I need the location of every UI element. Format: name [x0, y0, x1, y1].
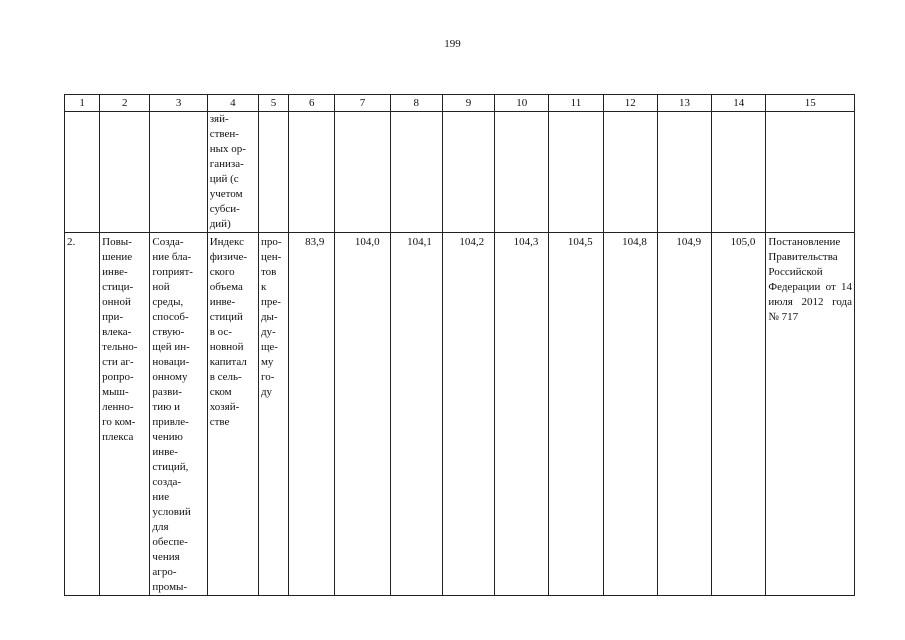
table-cell — [766, 112, 855, 233]
table-cell — [495, 112, 549, 233]
indicator-continuation-text: зяй- ствен- ных ор- ганиза- ций (с учетом субси- дий) — [209, 113, 246, 230]
row-number: 2. — [67, 236, 76, 248]
value-cell: 105,0 — [730, 236, 756, 248]
table-cell — [657, 233, 711, 596]
table-cell — [207, 233, 258, 596]
table-cell — [495, 233, 549, 596]
table-cell — [335, 112, 390, 233]
column-number-row — [65, 95, 855, 112]
table-cell — [150, 233, 207, 596]
table-cell — [712, 233, 766, 596]
table-cell — [289, 233, 335, 596]
column-number: 1 — [65, 95, 100, 112]
column-number: 9 — [442, 95, 494, 112]
column-number: 8 — [390, 95, 442, 112]
table-cell — [258, 233, 288, 596]
column-number: 6 — [289, 95, 335, 112]
column-number: 14 — [712, 95, 766, 112]
column-number: 13 — [657, 95, 711, 112]
table-cell — [549, 233, 603, 596]
column-number: 4 — [207, 95, 258, 112]
table-cell — [766, 233, 855, 596]
value-cell: 83,9 — [305, 236, 325, 248]
table-cell — [100, 233, 150, 596]
value-cell: 104,1 — [407, 236, 432, 248]
table-cell — [390, 233, 442, 596]
table-cell — [712, 112, 766, 233]
table-cell — [100, 112, 150, 233]
table-cell — [65, 233, 100, 596]
table-cell — [442, 233, 494, 596]
column-number: 2 — [100, 95, 150, 112]
column-number: 11 — [549, 95, 603, 112]
page-number: 199 — [444, 38, 461, 50]
column-number: 7 — [335, 95, 390, 112]
table-cell — [657, 112, 711, 233]
value-cell: 104,5 — [567, 236, 593, 248]
table-cell — [549, 112, 603, 233]
source-text: Постановление Правительства Российской Федерации от 14 июля 2012 года № 717 — [768, 236, 852, 323]
task-text: Созда- ние бла- гоприят- ной среды, способ- ствую- щей ин- новаци- онному разви- тию и привле- чению инве- стиций, созда- ние условий для обеспе- чения агро- промы- — [152, 236, 193, 593]
table-cell — [603, 233, 657, 596]
indicator-text: Индекс физиче- ского объема инве- стиций в ос- новной капитал в сель- ском хозяй- стве — [209, 236, 248, 428]
table-row — [65, 112, 855, 233]
column-number: 10 — [495, 95, 549, 112]
table-cell — [258, 112, 288, 233]
value-cell: 104,3 — [513, 236, 539, 248]
value-cell: 104,0 — [354, 236, 380, 248]
goal-text: Повы- шение инве- стици- онной при- влека- тельно- сти аг- ропро- мыш- ленно- го ком- плекса — [102, 236, 138, 443]
column-number: 12 — [603, 95, 657, 112]
table-cell — [603, 112, 657, 233]
unit-text: про- цен- тов к пре- ды- ду- ще- му го- ду — [260, 236, 282, 398]
table-row — [65, 233, 855, 596]
table-cell — [150, 112, 207, 233]
column-number: 15 — [766, 95, 855, 112]
column-number: 5 — [258, 95, 288, 112]
table-cell — [65, 112, 100, 233]
value-cell: 104,2 — [459, 236, 485, 248]
table-cell — [289, 112, 335, 233]
table-cell — [442, 112, 494, 233]
indicators-table — [64, 94, 855, 596]
table-cell — [335, 233, 390, 596]
value-cell: 104,9 — [676, 236, 702, 248]
column-number: 3 — [150, 95, 207, 112]
value-cell: 104,8 — [622, 236, 647, 248]
table-cell — [390, 112, 442, 233]
table-cell — [207, 112, 258, 233]
